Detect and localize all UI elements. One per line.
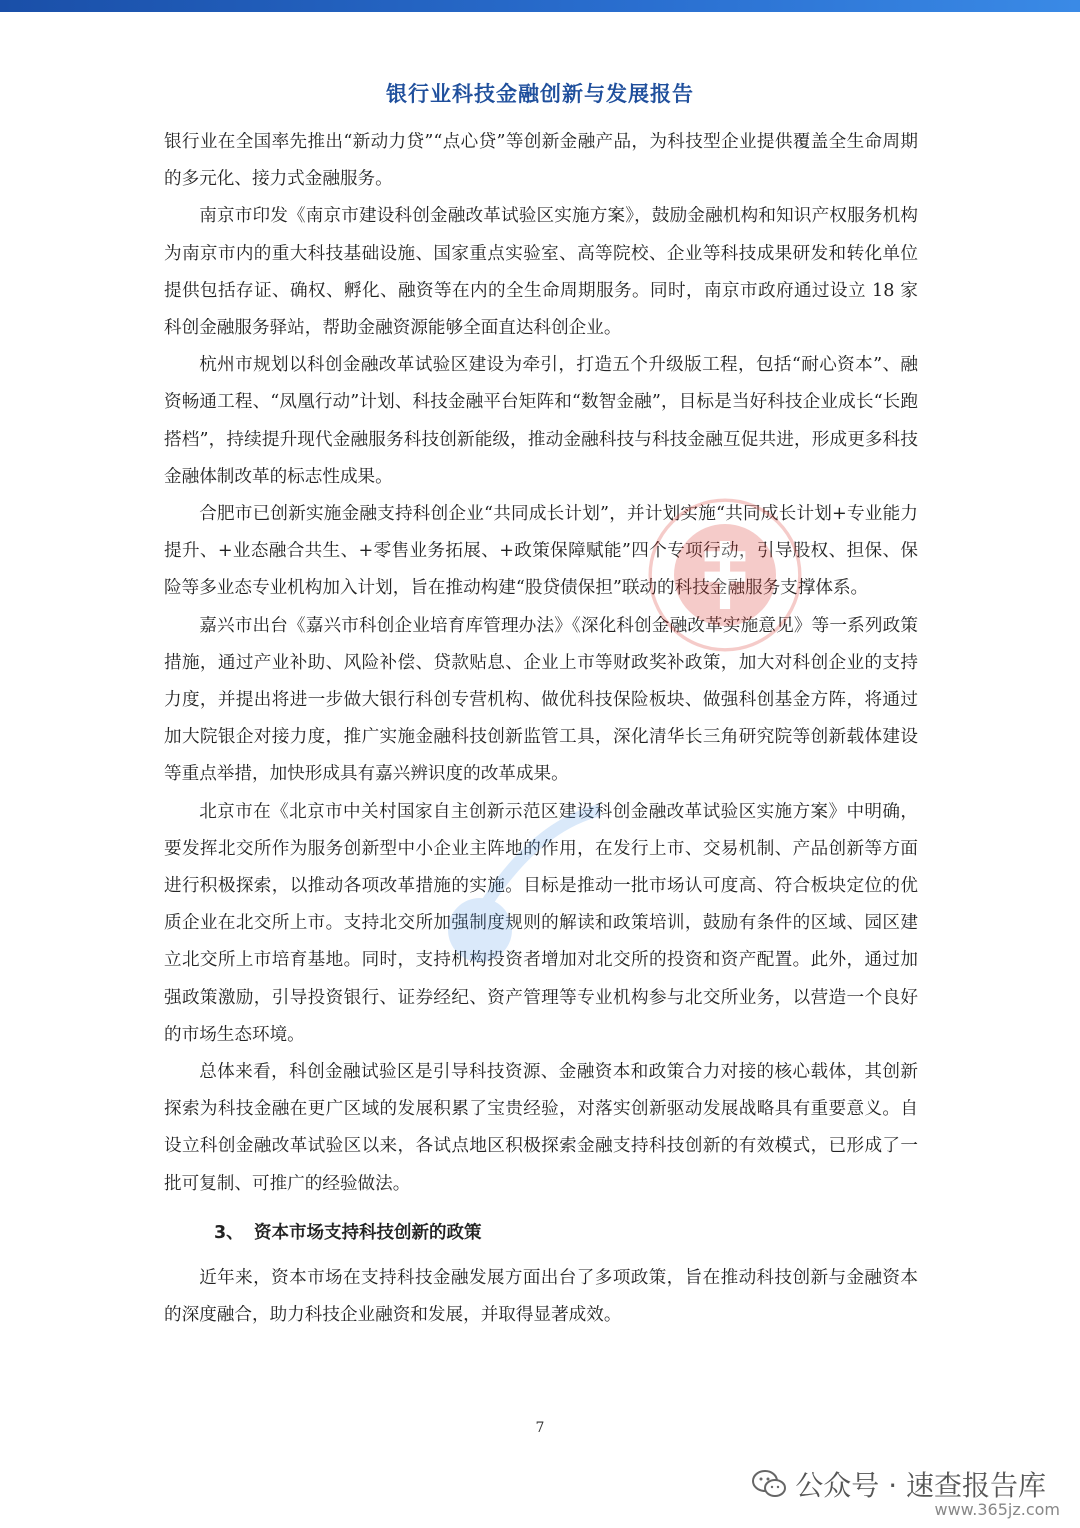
top-accent-bar bbox=[0, 0, 1080, 12]
paragraph-5: 嘉兴市出台《嘉兴市科创企业培育库管理办法》《深化科创金融改革实施意见》等一系列政策措施，通过产业补助、风险补偿、贷款贴息、企业上市等财政奖补政策，加大对科创企业的支持力度，并提出将进一步做大银行科创专营机构、做优科技保险板块、做强科创基金方阵，将通过加大院银企对接力度，推广实施金融科技创新监管工具，深化清华长三角研究院等创新载体建设等重点举措，加快形成具有嘉兴辨识度的改革成果。 bbox=[164, 615, 918, 785]
footer-brand bbox=[751, 1464, 1046, 1504]
page-title: 银行业科技金融创新与发展报告 bbox=[386, 82, 694, 106]
footer-brand-text: 公众号 · 速查报告库 bbox=[795, 1469, 1046, 1502]
section-heading bbox=[164, 1215, 918, 1252]
paragraph-2: 南京市印发《南京市建设科创金融改革试验区实施方案》，鼓励金融机构和知识产权服务机构为南京市内的重大科技基础设施、国家重点实验室、高等院校、企业等科技成果研发和转化单位提供包括存证、确权、孵化、融资等在内的全生命周期服务。同时，南京市政府通过设立 18 家科创金融服务驿站，帮助金融资源能够全面直达科创企业。 bbox=[164, 206, 918, 339]
paragraph-4: 合肥市已创新实施金融支持科创企业“共同成长计划”，并计划实施“共同成长计划+专业能力提升、+业态融合共生、+零售业务拓展、+政策保障赋能”四个专项行动，引导股权、担保、保险等多业态专业机构加入计划，旨在推动构建“股贷债保担”联动的科技金融服务支撑体系。 bbox=[164, 504, 918, 599]
footer-url: www.365jz.com bbox=[934, 1500, 1060, 1519]
paragraph-7: 总体来看，科创金融试验区是引导科技资源、金融资本和政策合力对接的核心载体，其创新探索为科技金融在更广区域的发展积累了宝贵经验，对落实创新驱动发展战略具有重要意义。自设立科创金融改革试验区以来，各试点地区积极探索金融支持科技创新的有效模式，已形成了一批可复制、可推广的经验做法。 bbox=[164, 1062, 918, 1194]
section-title: 资本市场支持科技创新的政策 bbox=[254, 1222, 482, 1243]
page-number: 7 bbox=[535, 1420, 545, 1436]
section-number: 3、 bbox=[214, 1222, 244, 1243]
paragraph-6: 北京市在《北京市中关村国家自主创新示范区建设科创金融改革试验区实施方案》中明确，要发挥北交所作为服务创新型中小企业主阵地的作用，在发行上市、交易机制、产品创新等方面进行积极探索，以推动各项改革措施的实施。目标是推动一批市场认可度高、符合板块定位的优质企业在北交所上市。支持北交所加强制度规则的解读和政策培训，鼓励有条件的区域、园区建立北交所上市培育基地。同时，支持机构投资者增加对北交所的投资和资产配置。此外，通过加强政策激励，引导投资银行、证券经纪、资产管理等专业机构参与北交所业务，以营造一个良好的市场生态环境。 bbox=[164, 801, 918, 1045]
paragraph-1: 银行业在全国率先推出“新动力贷”“点心贷”等创新金融产品，为科技型企业提供覆盖全生命周期的多元化、接力式金融服务。 bbox=[164, 132, 918, 190]
paragraph-3: 杭州市规划以科创金融改革试验区建设为牵引，打造五个升级版工程，包括“耐心资本”、融资畅通工程、“凤凰行动”计划、科技金融平台矩阵和“数智金融”，目标是当好科技企业成长“长跑搭档”，持续提升现代金融服务科技创新能级，推动金融科技与科技金融互促共进，形成更多科技金融体制改革的标志性成果。 bbox=[164, 355, 918, 487]
document-body bbox=[164, 124, 918, 1335]
paragraph-8: 近年来，资本市场在支持科技金融发展方面出台了多项政策，旨在推动科技创新与金融资本的深度融合，助力科技企业融资和发展，并取得显著成效。 bbox=[164, 1268, 918, 1326]
wechat-icon bbox=[751, 1469, 787, 1499]
